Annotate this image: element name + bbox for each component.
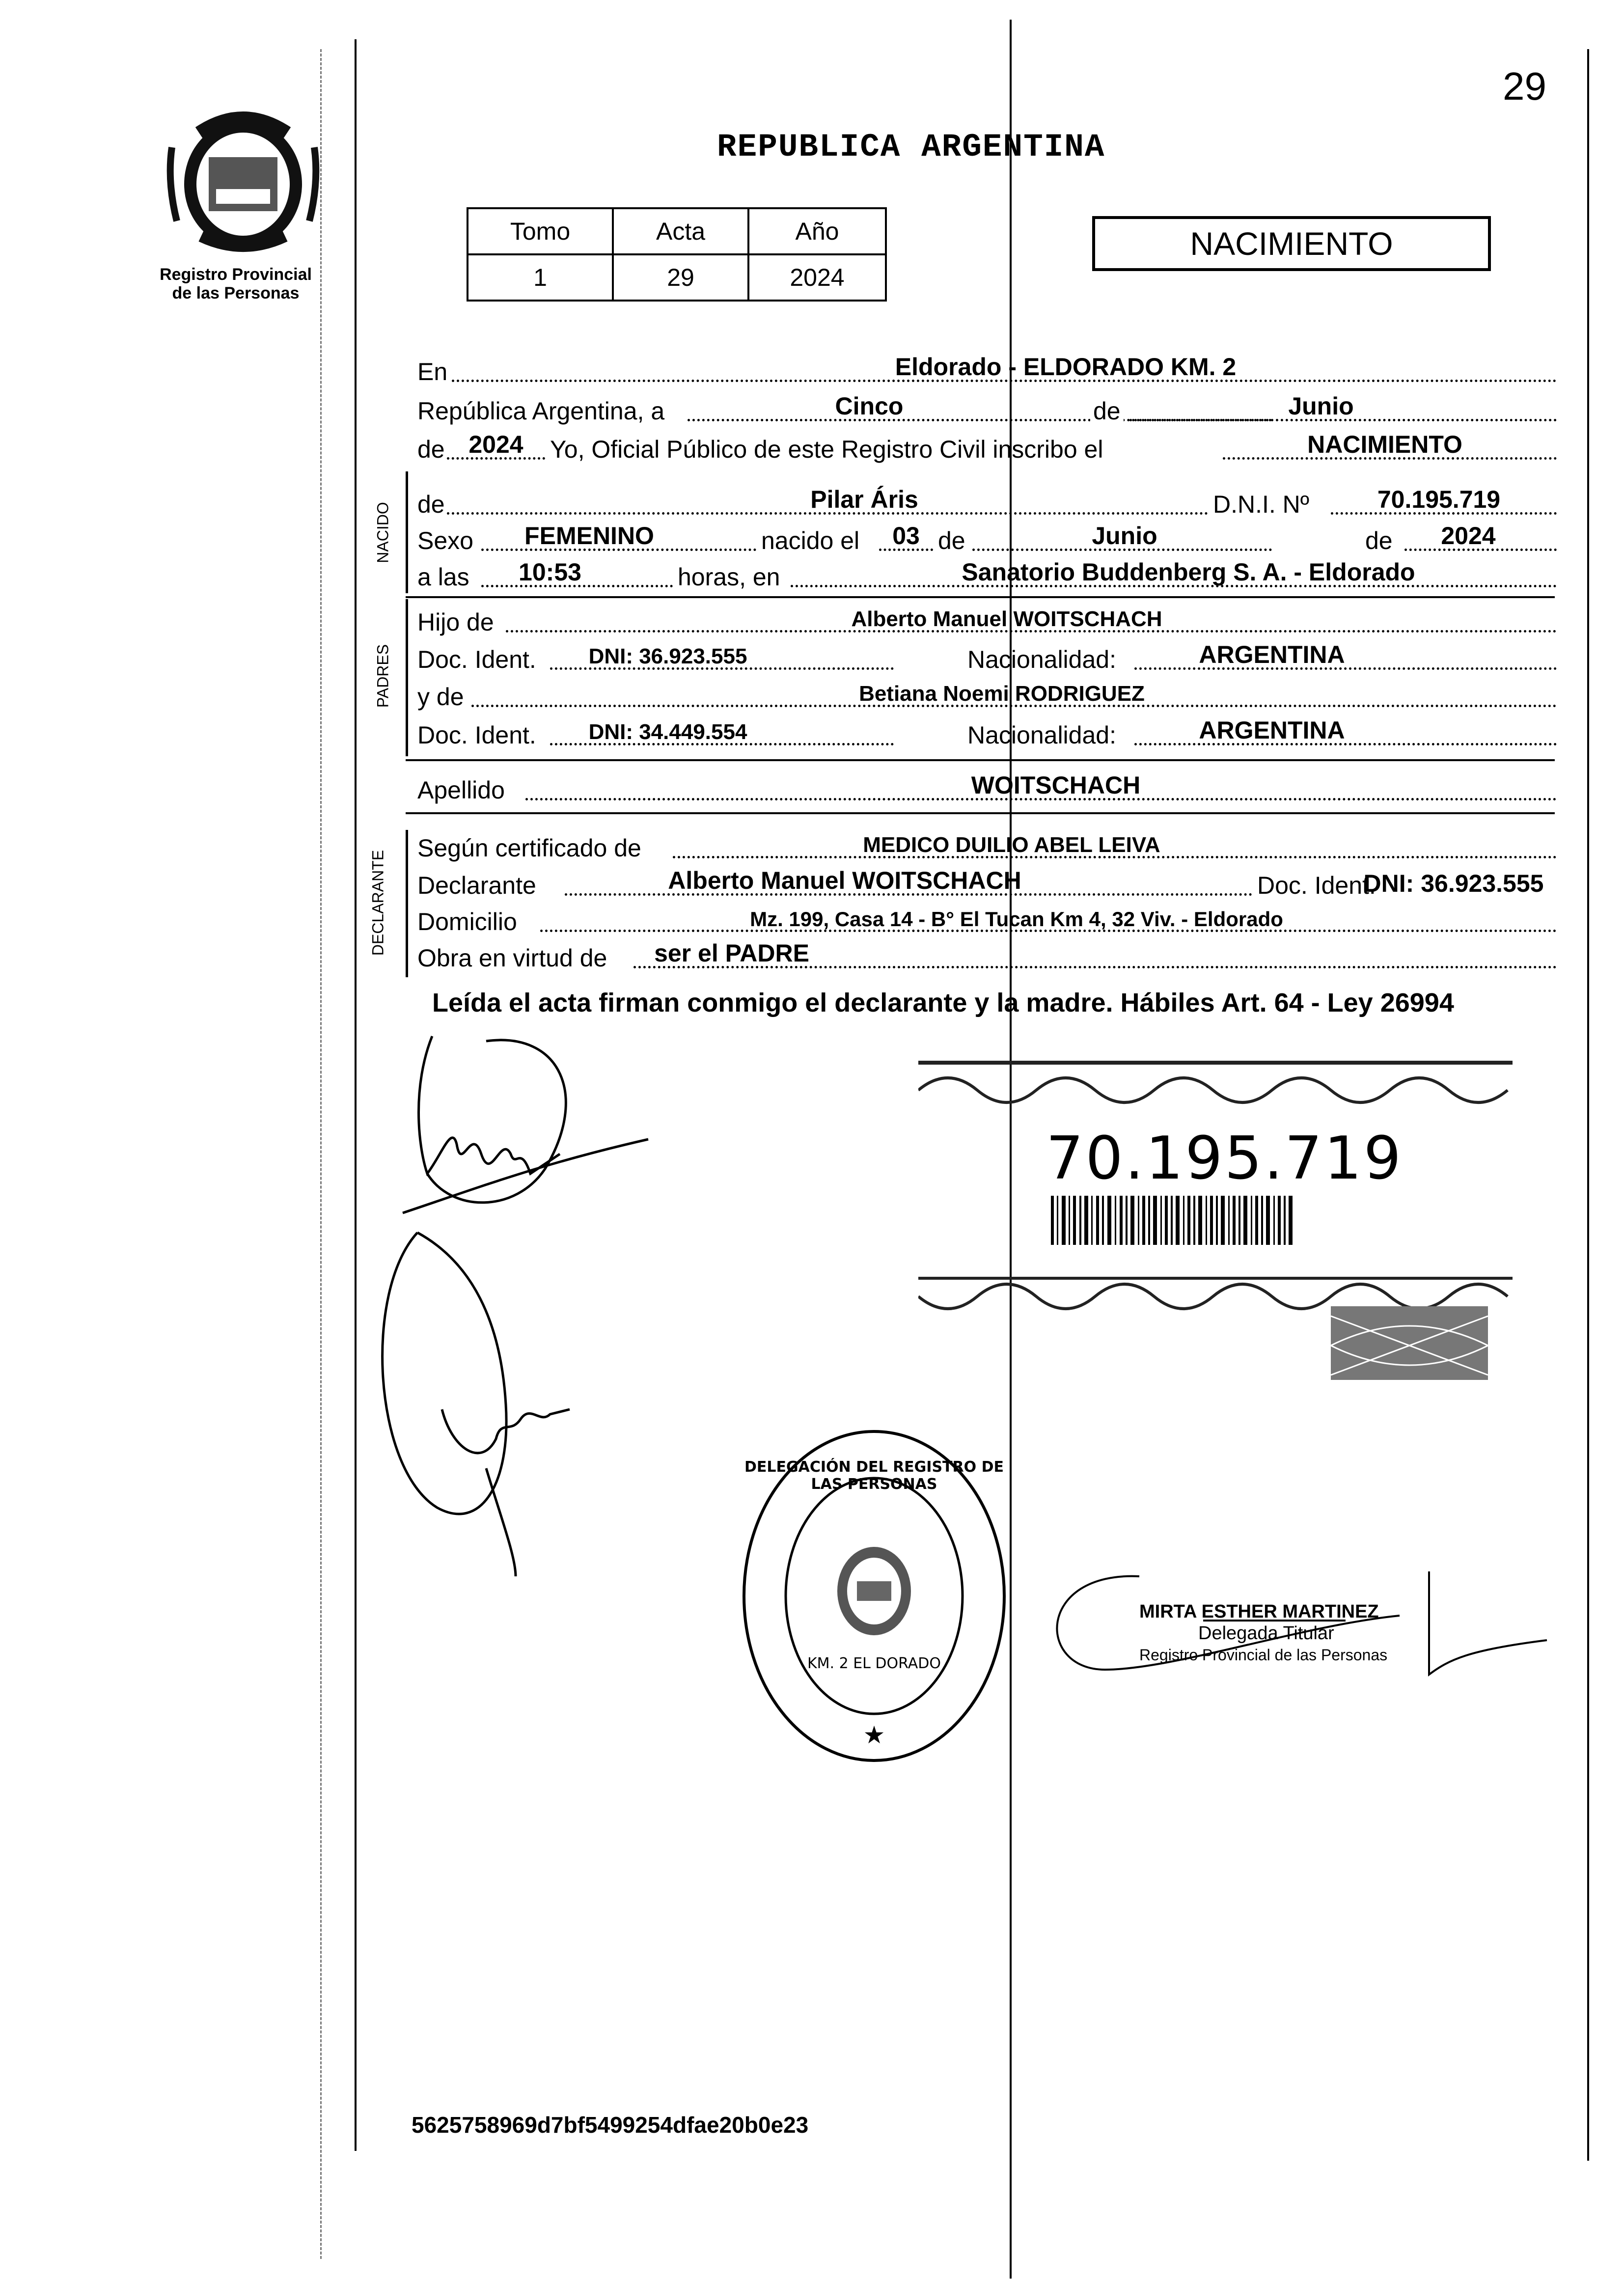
registry-caption-line2: de las Personas (172, 284, 300, 302)
table-header-acta: Acta (613, 208, 748, 254)
row-sexo (417, 522, 1557, 558)
section-bar-declarante (406, 830, 408, 977)
label-de: de (1090, 397, 1124, 425)
margin-line-right (1587, 49, 1589, 2161)
row-declarante (417, 867, 1557, 903)
table-header-tomo: Tomo (468, 208, 613, 254)
label-doc: Doc. Ident. (1257, 872, 1376, 899)
row-certificado (417, 830, 1557, 865)
acta-table (467, 207, 887, 302)
value-father-nationality: ARGENTINA (1199, 641, 1345, 668)
registry-caption-line1: Registro Provincial (160, 265, 312, 284)
label-de2: de (417, 436, 445, 463)
signature-stroke (403, 1139, 648, 1213)
separator (406, 812, 1555, 814)
label-doc: Doc. Ident. (417, 721, 536, 749)
row-hora (417, 559, 1557, 594)
row-father (417, 604, 1557, 639)
label-nacionalidad: Nacionalidad: (967, 646, 1116, 673)
value-dni: 70.195.719 (1377, 486, 1501, 513)
value-declarante-doc: DNI: 36.923.555 (1363, 870, 1544, 897)
value-certificado: MEDICO DUILIO ABEL LEIVA (863, 833, 1160, 857)
value-obra: ser el PADRE (654, 939, 809, 967)
value-mother-doc: DNI: 34.449.554 (588, 720, 747, 744)
registry-caption (142, 265, 329, 302)
signer-block (1139, 1601, 1483, 1666)
value-apellido: WOITSCHACH (971, 771, 1141, 799)
table-header-ano: Año (748, 208, 886, 254)
page-title: REPUBLICA ARGENTINA (717, 129, 1105, 165)
stamp-ring-text: DELEGACIÓN DEL REGISTRO DE LAS PERSONAS (744, 1458, 1004, 1493)
value-birth-year: 2024 (1441, 522, 1496, 550)
label-sexo: Sexo (417, 527, 473, 554)
signature-madre-tail (486, 1468, 516, 1576)
value-name: Pilar Áris (810, 486, 918, 513)
row-inscribe (417, 431, 1557, 467)
stamp-inner-text: KM. 2 EL DORADO (807, 1655, 941, 1672)
section-label-nacido: NACIDO (374, 502, 392, 563)
value-day: Cinco (835, 392, 904, 420)
label-country: República Argentina, a (417, 397, 665, 425)
label-en: En (417, 358, 448, 385)
row-father-doc (417, 641, 1557, 677)
row-obra (417, 940, 1557, 975)
signatures-drawing (354, 1026, 697, 1596)
label-nacido-el: nacido el (761, 527, 860, 554)
value-year: 2024 (468, 431, 523, 458)
label-apellido: Apellido (417, 776, 505, 804)
signature-declarante (419, 1036, 560, 1174)
label-de: de (938, 527, 965, 554)
label-obra: Obra en virtud de (417, 944, 607, 972)
value-time: 10:53 (519, 558, 581, 586)
signer-institution: Registro Provincial de las Personas (1139, 1646, 1388, 1664)
value-inscribe: NACIMIENTO (1307, 431, 1462, 458)
sticker-number: 70.195.719 (1046, 1125, 1404, 1193)
label-domicilio: Domicilio (417, 908, 517, 935)
signer-role: Delegada Titular (1198, 1623, 1334, 1644)
label-declarante: Declarante (417, 872, 536, 899)
registry-stamp (737, 1424, 1012, 1768)
label-y-de: y de (417, 683, 464, 711)
section-bar-padres (406, 599, 408, 756)
separator (406, 759, 1555, 761)
value-declarante: Alberto Manuel WOITSCHACH (668, 867, 1021, 894)
row-mother (417, 679, 1557, 714)
label-hijo-de: Hijo de (417, 608, 494, 636)
section-label-padres: PADRES (374, 644, 392, 708)
value-domicilio: Mz. 199, Casa 14 - B° El Tucan Km 4, 32 Viv. - Eldorado (750, 907, 1283, 931)
signature-declarante-loop (427, 1040, 566, 1203)
label-a-las: a las (417, 563, 469, 591)
separator (406, 596, 1555, 598)
row-domicilio (417, 904, 1557, 939)
svg-text:★: ★ (863, 1721, 885, 1749)
value-father-doc: DNI: 36.923.555 (588, 644, 747, 668)
label-de2: de (1365, 527, 1393, 554)
section-label-declarante: DECLARANTE (369, 850, 387, 956)
section-bar-nacido (406, 471, 408, 593)
signer-name: MIRTA ESTHER MARTINEZ (1139, 1601, 1379, 1622)
province-logo (162, 108, 324, 255)
value-birth-place: Sanatorio Buddenberg S. A. - Eldorado (962, 558, 1415, 586)
label-de: de (417, 491, 445, 518)
row-mother-doc (417, 717, 1557, 752)
margin-dash-left (320, 49, 325, 2259)
document-hash: 5625758969d7bf5499254dfae20b0e23 (412, 2112, 809, 2138)
row-en (417, 354, 1557, 389)
value-sexo: FEMENINO (524, 522, 654, 550)
inscribe-text: Yo, Oficial Público de este Registro Civil inscribo el (550, 436, 1103, 463)
label-certificado: Según certificado de (417, 834, 641, 862)
page-number: 29 (1503, 64, 1546, 108)
closing-text: Leída el acta firman conmigo el declarante y la madre. Hábiles Art. 64 - Ley 26994 (432, 988, 1454, 1017)
value-mother-nationality: ARGENTINA (1199, 716, 1345, 744)
value-place: Eldorado - ELDORADO KM. 2 (895, 353, 1237, 381)
value-month: Junio (1288, 392, 1354, 420)
label-doc: Doc. Ident. (417, 646, 536, 673)
value-birth-day: 03 (892, 522, 920, 550)
label-nacionalidad: Nacionalidad: (967, 721, 1116, 749)
row-date (417, 393, 1557, 428)
province-shield-icon (162, 108, 324, 255)
value-mother-name: Betiana Noemi RODRIGUEZ (859, 682, 1145, 706)
table-value-tomo: 1 (468, 254, 613, 301)
row-apellido (417, 772, 1557, 807)
label-dni: D.N.I. Nº (1213, 491, 1310, 518)
sticker-pattern-icon (918, 1051, 1513, 1395)
value-birth-month: Junio (1092, 522, 1157, 550)
row-name (417, 486, 1557, 522)
value-father-name: Alberto Manuel WOITSCHACH (851, 607, 1162, 631)
table-value-ano: 2024 (748, 254, 886, 301)
id-sticker (918, 1051, 1513, 1395)
table-value-acta: 29 (613, 254, 748, 301)
act-type-box: NACIMIENTO (1092, 216, 1491, 271)
label-horas-en: horas, en (678, 563, 780, 591)
